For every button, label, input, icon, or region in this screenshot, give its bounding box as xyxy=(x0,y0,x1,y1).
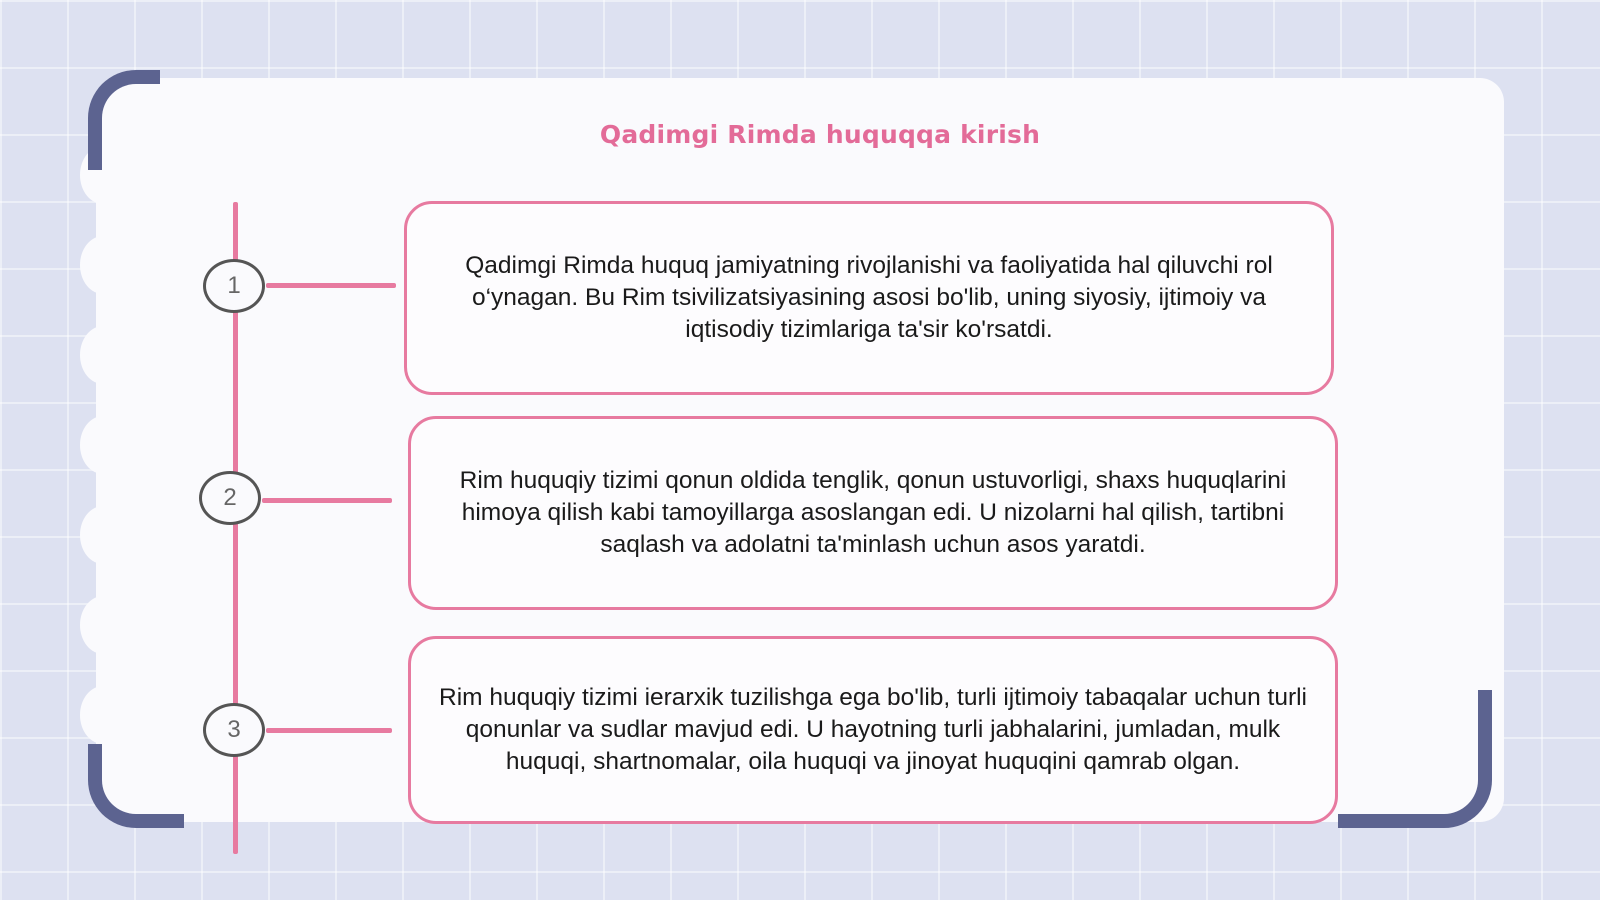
timeline-connector xyxy=(262,498,392,503)
timeline-card-2 xyxy=(408,416,1338,610)
timeline-connector xyxy=(266,728,392,733)
step-number: 3 xyxy=(227,716,241,743)
timeline-card-1 xyxy=(404,201,1334,395)
step-number: 2 xyxy=(223,484,237,511)
page-scallop xyxy=(80,236,126,294)
step-marker-3 xyxy=(203,703,265,757)
page-scallop xyxy=(80,416,126,474)
page-scallop xyxy=(80,596,126,654)
page-scallop xyxy=(80,506,126,564)
page-scallop xyxy=(80,326,126,384)
card-text: Rim huquqiy tizimi ierarxik tuzilishga ega bo'lib, turli ijtimoiy tabaqalar uchun turli qonunlar va sudlar mavjud edi. U hayotning turli jabhalarini, jumladan, mulk huquqi, shartnomalar, oila huquqi va jinoyat huquqini qamrab olgan. xyxy=(439,684,1307,775)
step-marker-1 xyxy=(203,259,265,313)
step-marker-2 xyxy=(199,471,261,525)
step-number: 1 xyxy=(227,272,241,299)
card-text: Qadimgi Rimda huquq jamiyatning rivojlanishi va faoliyatida hal qiluvchi rol o‘ynagan. Bu Rim tsivilizatsiyasining asosi bo'lib, uning siyosiy, ijtimoiy va iqtisodiy tizimlariga ta'sir ko'rsatdi. xyxy=(465,252,1273,343)
frame-corner-bottom-left xyxy=(88,744,184,828)
frame-corner-bottom-right xyxy=(1338,690,1492,828)
timeline-connector xyxy=(266,283,396,288)
timeline-card-3 xyxy=(408,636,1338,824)
page-scallop xyxy=(80,686,126,744)
card-text: Rim huquqiy tizimi qonun oldida tenglik, qonun ustuvorligi, shaxs huquqlarini himoya qilish kabi tamoyillarga asoslangan edi. U nizolarni hal qilish, tartibni saqlash va adolatni ta'minlash uchun asos yaratdi. xyxy=(459,467,1287,558)
slide-title: Qadimgi Rimda huquqqa kirish xyxy=(599,120,1041,149)
